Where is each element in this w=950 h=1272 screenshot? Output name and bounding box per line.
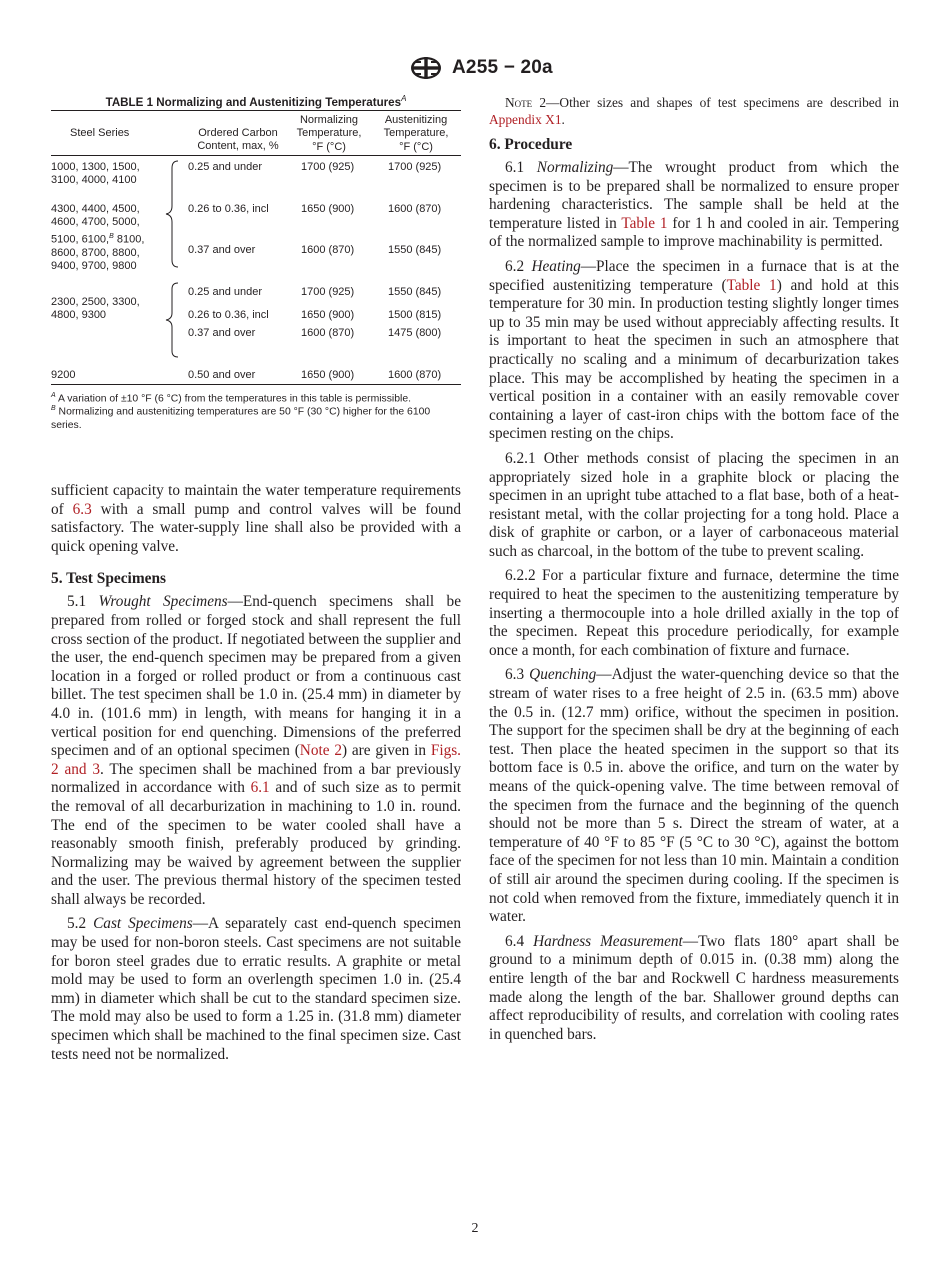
table-cell-norm: 1700 (925) [301, 161, 355, 173]
header-austenitizing: Austenitizing Temperature, °F (°C) [383, 114, 449, 153]
steel-series-group-2: 2300, 2500, 3300, 4800, 9300 [51, 296, 140, 322]
table-cell-aust: 1600 (870) [388, 369, 442, 381]
table-cell-carbon: 0.26 to 0.36, incl [188, 309, 269, 321]
table-cell-norm: 1600 (870) [301, 327, 355, 339]
table-cell-aust: 1600 (870) [388, 203, 442, 215]
table-title: TABLE 1 Normalizing and Austenitizing Temperatures$^A$ [105, 94, 407, 109]
table-cell-carbon: 0.37 and over [188, 244, 256, 256]
paragraph-6-2-1: 6.2.1 Other methods consist of placing the specimen in an appropriately sized hole in a graphite block or placing the specimen in an upright tube attached to a flat base, both of a heat-resistant metal, with the collar projecting for a tong hold. Place a disk of graphite or carbon, or a layer of carbonaceous material such as charcoal, in the bottom of the tube to prevent scaling. [489, 449, 899, 560]
table-cell-aust: 1475 (800) [388, 327, 442, 339]
table-cell-carbon: 0.37 and over [188, 327, 256, 339]
paragraph-5-2: 5.2 Cast Specimens—A separately cast end-quench specimen may be used for non-boron steels. Cast specimens are not suitable for boron steel grades due to erratic results. A graphite or metal mold may be used to form an overlength specimen 1.0 in. (25.4 mm) in diameter which shall be cut to the standard specimen size. The mold may also be used to form a 1.25 in. (31.8 mm) diameter specimen which shall be machined to the final specimen size. Cast tests need not be normalized. [51, 915, 461, 1063]
table-bottom-rule [51, 384, 461, 385]
paragraph-6-2: 6.2 Heating—Place the specimen in a furnace that is at the specified austenitizing temperature (Table 1) and hold at this temperature for 30 min. In production testing slightly longer times up to 35 min may be used without appreciably affecting results. It is important to heat the specimen in such an atmosphere that practically no scaling and a minimum of decarburization takes place. This may be accomplished by heating the specimen in a vertical position in a container with an easily removable cover containing a layer of cast-iron chips with the bottom face of the specimen resting on the chips. [489, 257, 899, 443]
group-1-brace-icon [164, 160, 180, 268]
steel-series-group-1a: 1000, 1300, 1500, 3100, 4000, 4100 [51, 161, 140, 187]
paragraph-6-4: 6.4 Hardness Measurement—Two flats 180° apart shall be ground to a minimum depth of 0.015 in. (0.38 mm) along the entire length of the bar and Rockwell C hardness measurements made along the length of the bar. Shallower ground depths can affect reproducibility of results, and correlation with cooling rates in quenched bars. [489, 932, 899, 1043]
paragraph-6-2-2: 6.2.2 For a particular fixture and furnace, determine the time required to heat the specimen to the austenitizing temperature by inserting a thermocouple into a hole drilled axially in the top of the specimen. Repeat this procedure periodically, for example once a month, for each combination of fixture and furnace. [489, 567, 899, 659]
header-steel-series: Steel Series [70, 127, 130, 139]
table-cell-aust: 1550 (845) [388, 244, 442, 256]
ref-link-figs-2-3[interactable]: Figs. 2 and 3 [51, 742, 461, 778]
header-normalizing: Normalizing Temperature, °F (°C) [296, 114, 362, 153]
table-cell-carbon: 0.25 and under [188, 161, 263, 173]
ref-link-6-1[interactable]: 6.1 [250, 779, 270, 797]
steel-series-group-1b: 4300, 4400, 4500, 4600, 4700, 5000, 5100, 6100,$^B$ 8100, 8600, 8700, 8800, 9400, 9700, 9800 [51, 203, 145, 273]
table-footnote-a: $^A$ A variation of ±10 °F (6 °C) from the temperatures in this table is permissible. [51, 392, 411, 405]
table-cell-norm: 1650 (900) [301, 369, 355, 381]
table-cell-aust: 1550 (845) [388, 286, 442, 298]
right-column [489, 135, 899, 1044]
section-heading-6: 6. Procedure [489, 136, 573, 153]
page-number: 2 [471, 1221, 479, 1236]
table-cell-aust: 1500 (815) [388, 309, 442, 321]
document-designation: A255 − 20a [452, 57, 553, 78]
paragraph-6-1: 6.1 Normalizing—The wrought product from which the specimen is to be prepared shall be normalized to ensure proper hardening characteristics. The sample shall be held at the temperature listed in Table 1 for 1 h and cooled in air. Tempering of the normalized sample to improve machinability is permitted. [489, 159, 900, 251]
header-carbon: Ordered Carbon Content, max, % [197, 127, 279, 153]
table-cell-norm: 1700 (925) [301, 286, 355, 298]
paragraph-5-1: 5.1 Wrought Specimens—End-quench specimens shall be prepared from rolled or forged stock and shall represent the full cross section of the product. If negotiated between the supplier and the user, the end-quench specimen may be prepared from a given location in a forged or rolled product or from a continuous cast billet. The test specimen shall be 1.0 in. (25.4 mm) in diameter by 4.0 in. (101.6 mm) in length, with means for hanging it in a vertical position for end quenching. Dimensions of the preferred specimen and of an optional specimen (Note 2) are given in Figs. 2 and 3. The specimen shall be machined from a bar previously normalized in accordance with 6.1 and of such size as to permit the removal of all decarburization in machining to 1.0 in. round. The end of the specimen to be water cooled shall have a reasonably smooth finish, preferably produced by grinding. Normalizing may be waived by agreement between the supplier and the user. The previous thermal history of the specimen tested shall always be recorded. [51, 593, 461, 908]
table-top-rule [51, 110, 461, 111]
left-column [51, 482, 461, 1064]
table-cell-carbon: 0.26 to 0.36, incl [188, 203, 269, 215]
ref-link-table-1[interactable]: Table 1 [621, 214, 668, 232]
astm-logo-icon [409, 56, 443, 80]
paragraph-6-3: 6.3 Quenching—Adjust the water-quenching device so that the stream of water rises to a free height of 2.5 in. (63.5 mm) above the 0.5 in. (12.7 mm) orifice, without the specimen in position. The support for the specimen shall be dry at the beginning of each test. Then place the heated specimen in the support so that its bottom face is 0.5 in. above the orifice, and turn on the water by means of the quick-opening valve. The time between removal of the specimen from the furnace and the beginning of the quench should not be more than 5 s. Direct the stream of water, at a temperature of 40 °F to 85 °F (5 °C to 30 °C), against the bottom face of the specimen for not less than 10 min. Maintain a condition of still air around the specimen during cooling. If the specimen is not cold when removed from the fixture, immediately quench it in water. [489, 666, 899, 926]
note-2: Note 2—Other sizes and shapes of test specimens are described in Appendix X1. [489, 95, 899, 127]
table-cell-norm: 1650 (900) [301, 203, 355, 215]
steel-series-group-3: 9200 [51, 369, 76, 381]
table-cell-norm: 1650 (900) [301, 309, 355, 321]
table-footnote-b: $^B$ Normalizing and austenitizing temperatures are 50 °F (30 °C) higher for the 6100 series. [51, 405, 431, 431]
ref-link-appendix-x1[interactable]: Appendix X1 [489, 111, 562, 127]
table-header-rule [51, 155, 461, 156]
ref-link-6-3[interactable]: 6.3 [72, 500, 92, 518]
ref-link-table-1[interactable]: Table 1 [726, 276, 777, 294]
table-cell-carbon: 0.50 and over [188, 369, 256, 381]
ref-link-note-2[interactable]: Note 2 [299, 742, 342, 760]
paragraph-continued: sufficient capacity to maintain the water temperature requirements of 6.3 with a small pump and control valves will be found satisfactory. The water-supply line shall also be provided with a quick opening valve. [51, 482, 461, 555]
section-heading-5: 5. Test Specimens [51, 570, 167, 588]
table-cell-carbon: 0.25 and under [188, 286, 263, 298]
group-2-brace-icon [164, 282, 180, 358]
table-cell-norm: 1600 (870) [301, 244, 355, 256]
page-header [0, 56, 950, 82]
table-cell-aust: 1700 (925) [388, 161, 442, 173]
